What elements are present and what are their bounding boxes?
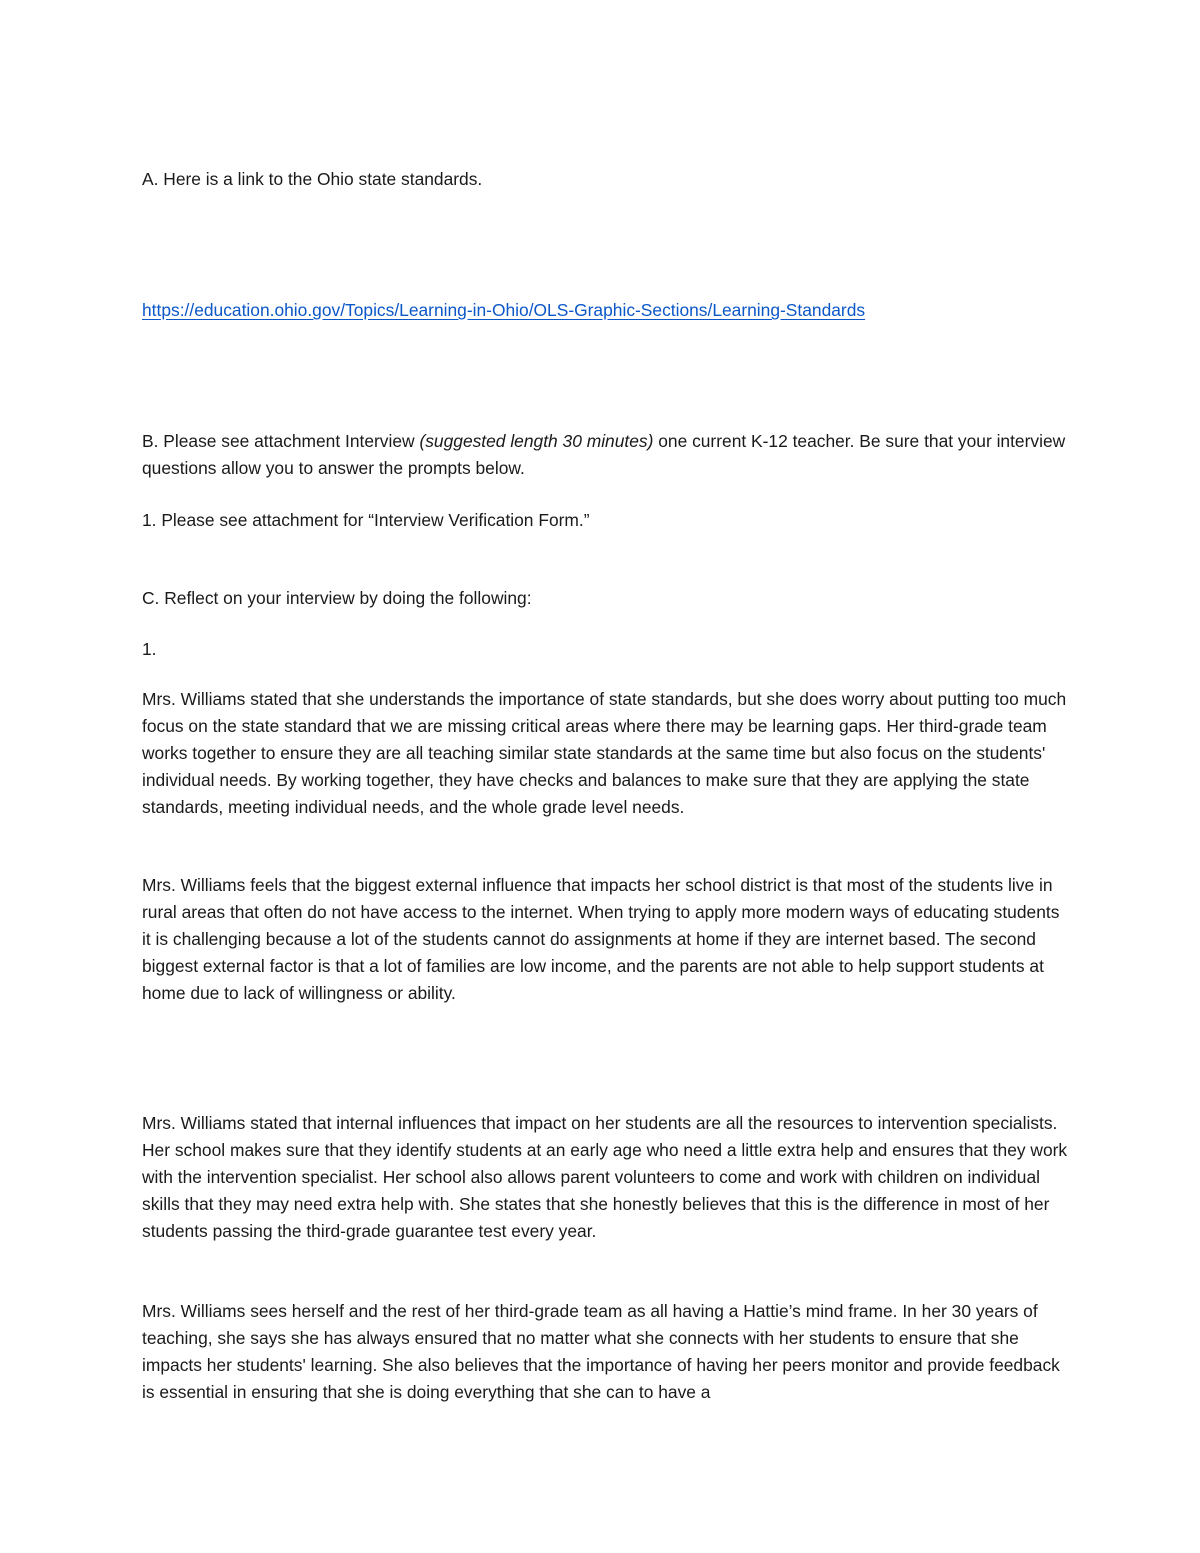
section-b-intro-italic: (suggested length 30 minutes): [419, 431, 654, 451]
section-b-intro-end: one current K-12 teacher. Be sure that your interview questions allow you to answer the prompts below.: [142, 431, 1066, 478]
section-b-intro-start: B. Please see attachment Interview: [142, 431, 420, 451]
section-c-item-1-label: 1.: [142, 639, 157, 659]
ohio-standards-link-line: [142, 297, 1072, 324]
section-a-text: A. Here is a link to the Ohio state standards.: [142, 169, 483, 189]
section-b-item-1: 1. Please see attachment for “Interview Verification Form.”: [142, 510, 590, 530]
paragraph-external-influences: Mrs. Williams feels that the biggest external influence that impacts her school district is that most of the students live in rural areas that often do not have access to the internet. When trying to apply more modern ways of educating students it is challenging because a lot of the students cannot do assignments at home if they are internet based. The second biggest external factor is that a lot of families are low income, and the parents are not able to help support students at home due to lack of willingness or ability.: [142, 875, 1060, 1003]
paragraph-internal-influences: Mrs. Williams stated that internal influences that impact on her students are all the resources to intervention specialists. Her school makes sure that they identify students at an early age who need a little extra help and ensures that they work with the intervention specialist. Her school also allows parent volunteers to come and work with children on individual skills that they may need extra help with. She states that she honestly believes that this is the difference in most of her students passing the third-grade guarantee test every year.: [142, 1113, 1068, 1241]
section-b-intro: [142, 428, 1072, 482]
paragraph-mind-frame: Mrs. Williams sees herself and the rest of her third-grade team as all having a Hattie’s mind frame. In her 30 years of teaching, she says she has always ensured that no matter what she connects with her students to ensure that she impacts her students' learning. She also believes that the importance of having her peers monitor and provide feedback is essential in ensuring that she is doing everything that she can to have a: [142, 1301, 1060, 1402]
paragraph-state-standards: Mrs. Williams stated that she understands the importance of state standards, but she does worry about putting too much focus on the state standard that we are missing critical areas where there may be learning gaps. Her third-grade team works together to ensure they are all teaching similar state standards at the same time but also focus on the students' individual needs. By working together, they have checks and balances to make sure that they are applying the state standards, meeting individual needs, and the whole grade level needs.: [142, 689, 1067, 817]
ohio-standards-link[interactable]: https://education.ohio.gov/Topics/Learning-in-Ohio/OLS-Graphic-Sections/Learning-Standards: [142, 300, 866, 320]
section-c-heading: C. Reflect on your interview by doing the following:: [142, 588, 532, 608]
